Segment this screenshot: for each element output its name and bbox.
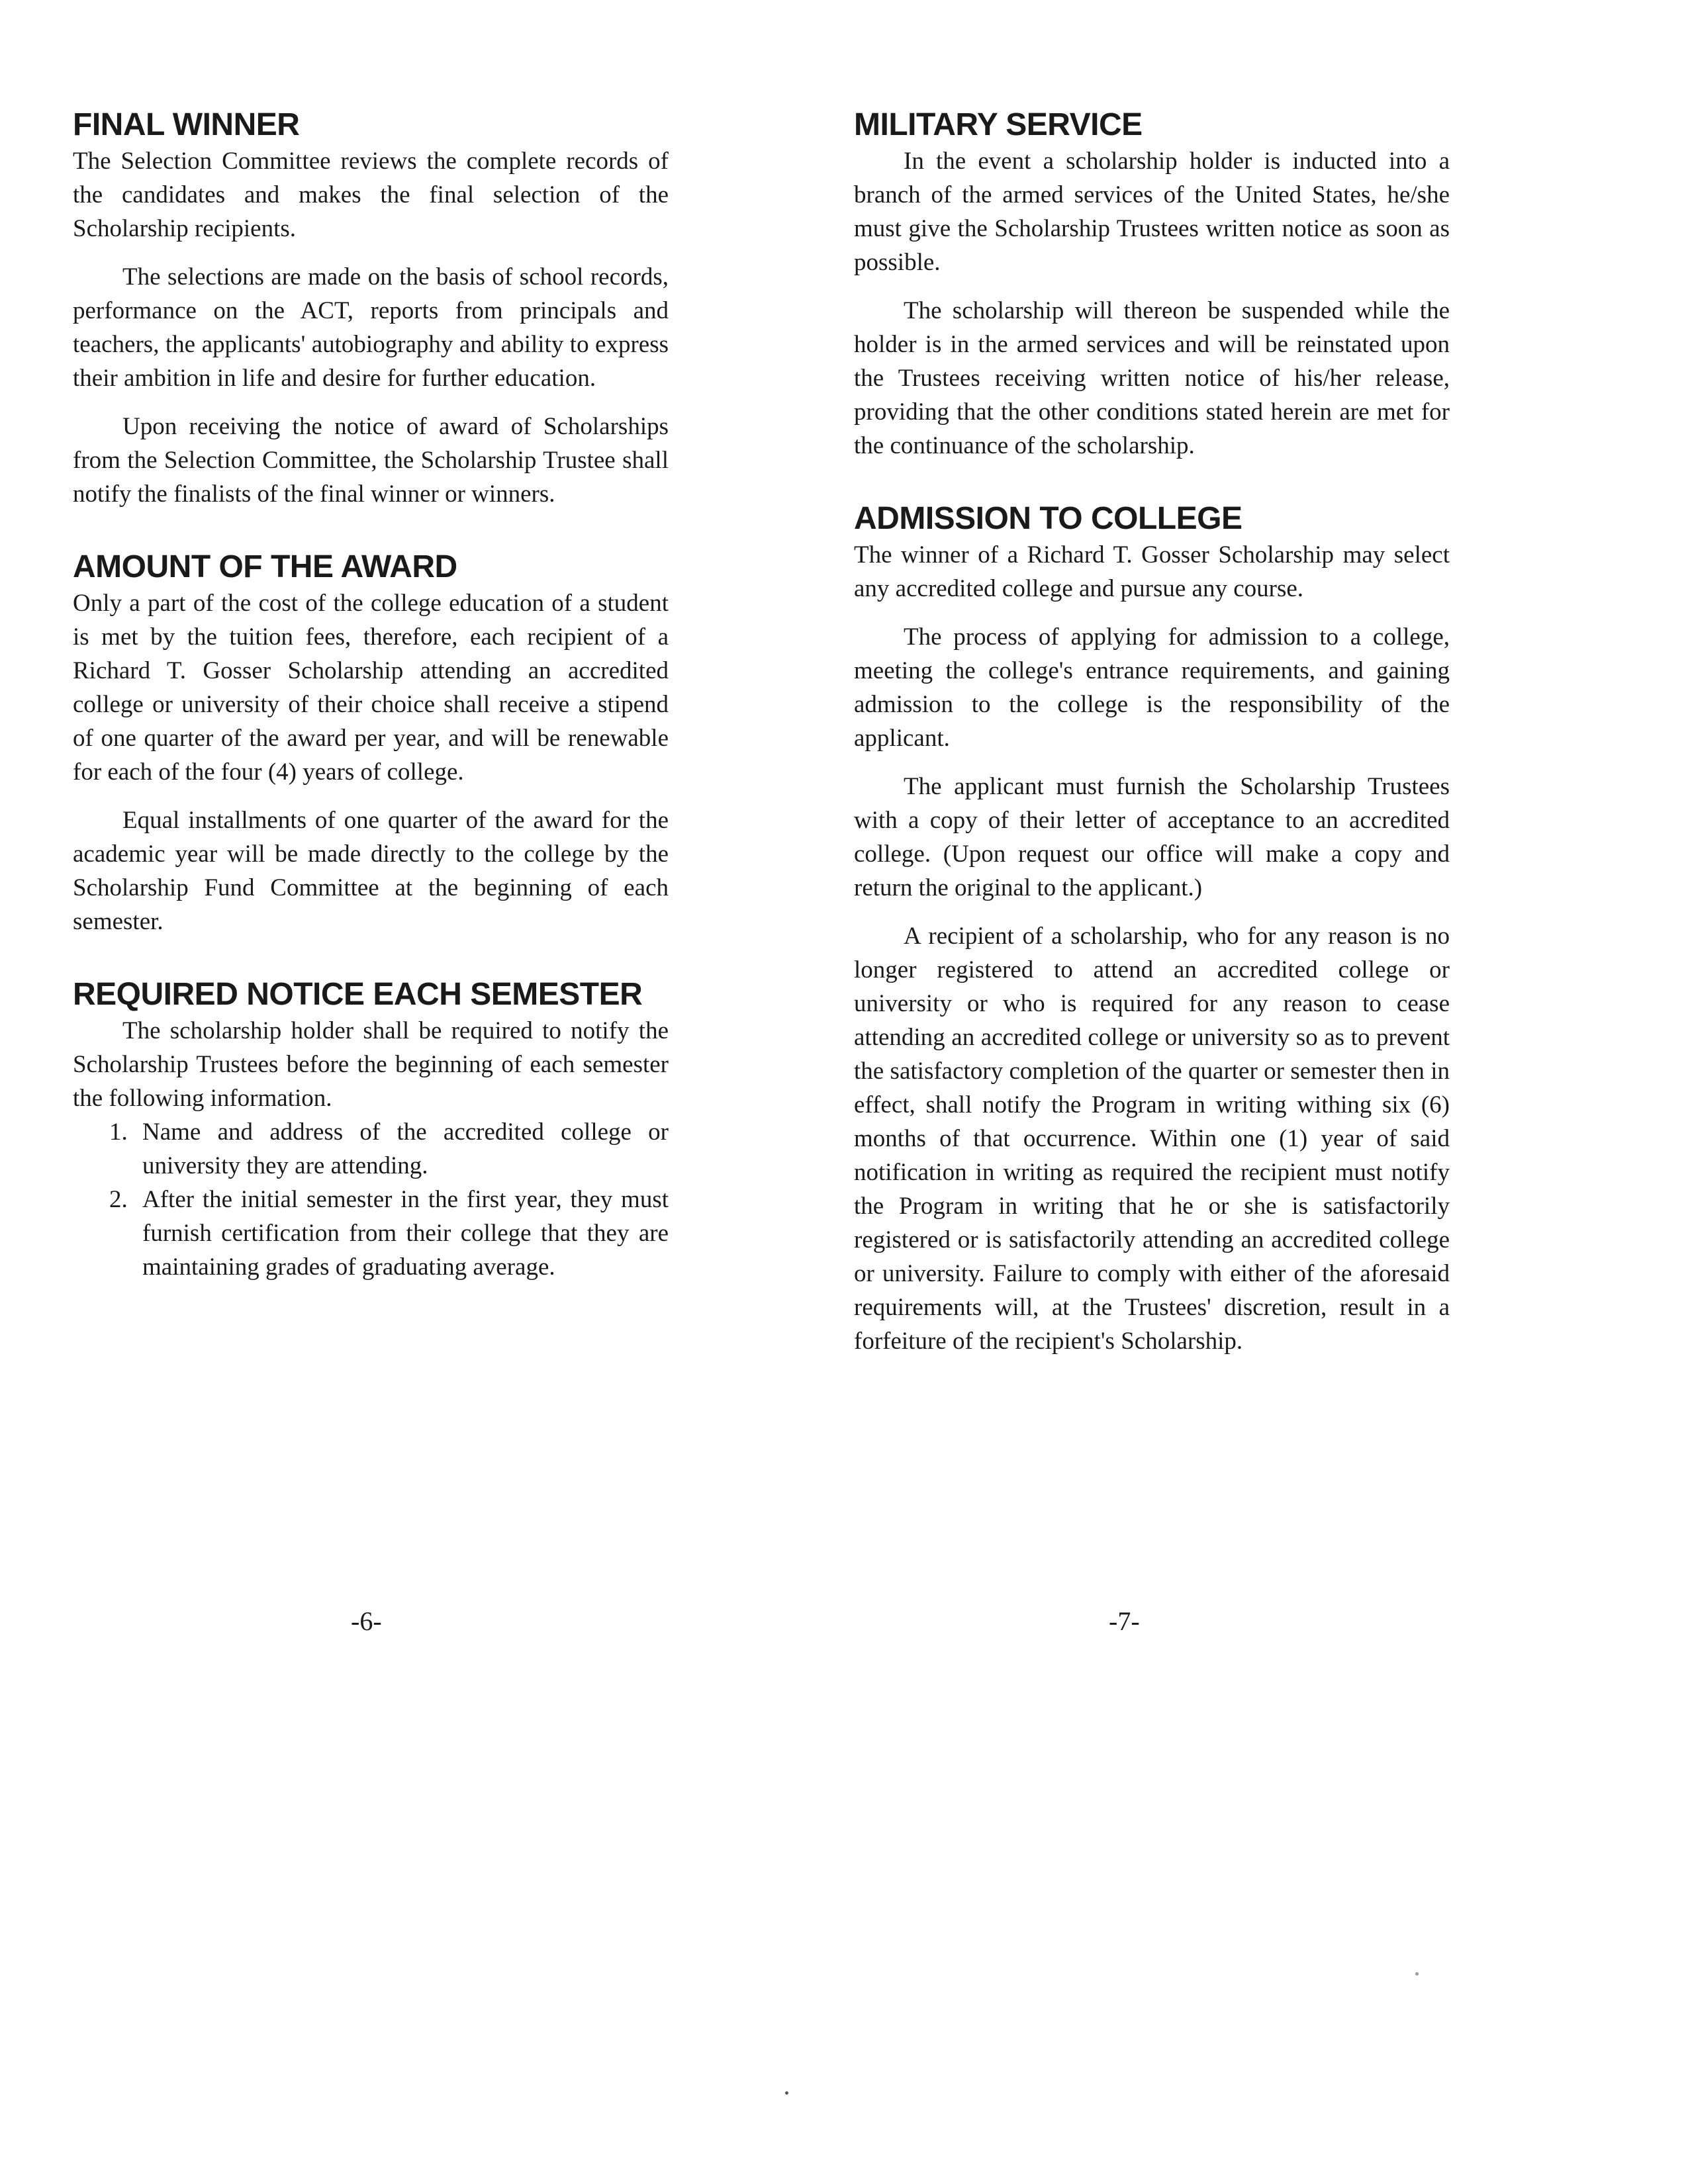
right-page xyxy=(844,0,1688,2184)
paragraph: Only a part of the cost of the college education of a student is met by the tuition fees, therefore, each recipient of a Richard T. Gosser Scholarship attending an accredited college or university of their choice shall receive a stipend of one quarter of the award per year, and will be renewable for each of the four (4) years of college. xyxy=(73,590,669,786)
paragraph: The scholarship will thereon be suspended while the holder is in the armed services and will be reinstated upon the Trustees receiving written notice of his/her release, providing that the other conditions stated herein are met for the continuance of the scholarship. xyxy=(854,297,1450,459)
section-required-notice xyxy=(73,976,669,1284)
heading-military-service: MILITARY SERVICE xyxy=(854,107,1143,142)
scan-speck xyxy=(785,2091,788,2095)
list-text: After the initial semester in the first year, they must furnish certification from their college that they are maintaining grades of graduating average. xyxy=(142,1186,669,1281)
list-item xyxy=(73,1115,669,1183)
paragraph: Equal installments of one quarter of the award for the academic year will be made directly to the college by the Scholarship Fund Committee at the beginning of each semester. xyxy=(73,807,669,935)
list-number: 1. xyxy=(109,1118,128,1146)
paragraph: Upon receiving the notice of award of Scholarships from the Selection Committee, the Scholarship Trustee shall notify the finalists of the final winner or winners. xyxy=(73,413,669,508)
requirements-list xyxy=(73,1115,669,1284)
paragraph: The process of applying for admission to a college, meeting the college's entrance requirements, and gaining admission to the college is the responsibility of the applicant. xyxy=(854,623,1450,752)
list-number: 2. xyxy=(109,1186,128,1213)
paragraph: The Selection Committee reviews the complete records of the candidates and makes the final selection of the Scholarship recipients. xyxy=(73,148,669,242)
page-number: -6- xyxy=(351,1606,382,1636)
heading-admission-to-college: ADMISSION TO COLLEGE xyxy=(854,501,1243,536)
paragraph: The winner of a Richard T. Gosser Scholarship may select any accredited college and pursue any course. xyxy=(854,541,1450,602)
list-item xyxy=(73,1183,669,1284)
paragraph: In the event a scholarship holder is inducted into a branch of the armed services of the United States, he/she must give the Scholarship Trustees written notice as soon as possible. xyxy=(854,148,1450,276)
section-final-winner xyxy=(73,106,669,511)
list-text: Name and address of the accredited college or university they are attending. xyxy=(142,1118,669,1179)
section-military-service xyxy=(854,106,1450,463)
paragraph: The scholarship holder shall be required to notify the Scholarship Trustees before the beginning of each semester the following information. xyxy=(73,1017,669,1112)
left-column xyxy=(73,106,669,1321)
section-amount-of-award xyxy=(73,548,669,938)
paragraph: The selections are made on the basis of school records, performance on the ACT, reports from principals and teachers, the applicants' autobiography and ability to express their ambition in life and desire for further education. xyxy=(73,263,669,392)
scan-speck xyxy=(1415,1972,1419,1976)
heading-required-notice: REQUIRED NOTICE EACH SEMESTER xyxy=(73,977,643,1012)
heading-amount-of-award: AMOUNT OF THE AWARD xyxy=(73,549,457,584)
heading-final-winner: FINAL WINNER xyxy=(73,107,300,142)
paragraph: The applicant must furnish the Scholarship Trustees with a copy of their letter of acceptance to an accredited college. (Upon request our office will make a copy and return the original to the applicant.) xyxy=(854,773,1450,901)
section-admission-to-college xyxy=(854,500,1450,1358)
right-column xyxy=(854,106,1450,1395)
paragraph: A recipient of a scholarship, who for any reason is no longer registered to attend an accredited college or university or who is required for any reason to cease attending an accredited college or university so as to prevent the satisfactory completion of the quarter or semester then in effect, shall notify the Program in writing withing six (6) months of that occurrence. Within one (1) year of said notification in writing as required the recipient must notify the Program in writing that he or she is satisfactorily registered or is satisfactorily attending an accredited college or university. Failure to comply with either of the aforesaid requirements will, at the Trustees' discretion, result in a forfeiture of the recipient's Scholarship. xyxy=(854,923,1450,1355)
page-number: -7- xyxy=(1109,1606,1140,1636)
